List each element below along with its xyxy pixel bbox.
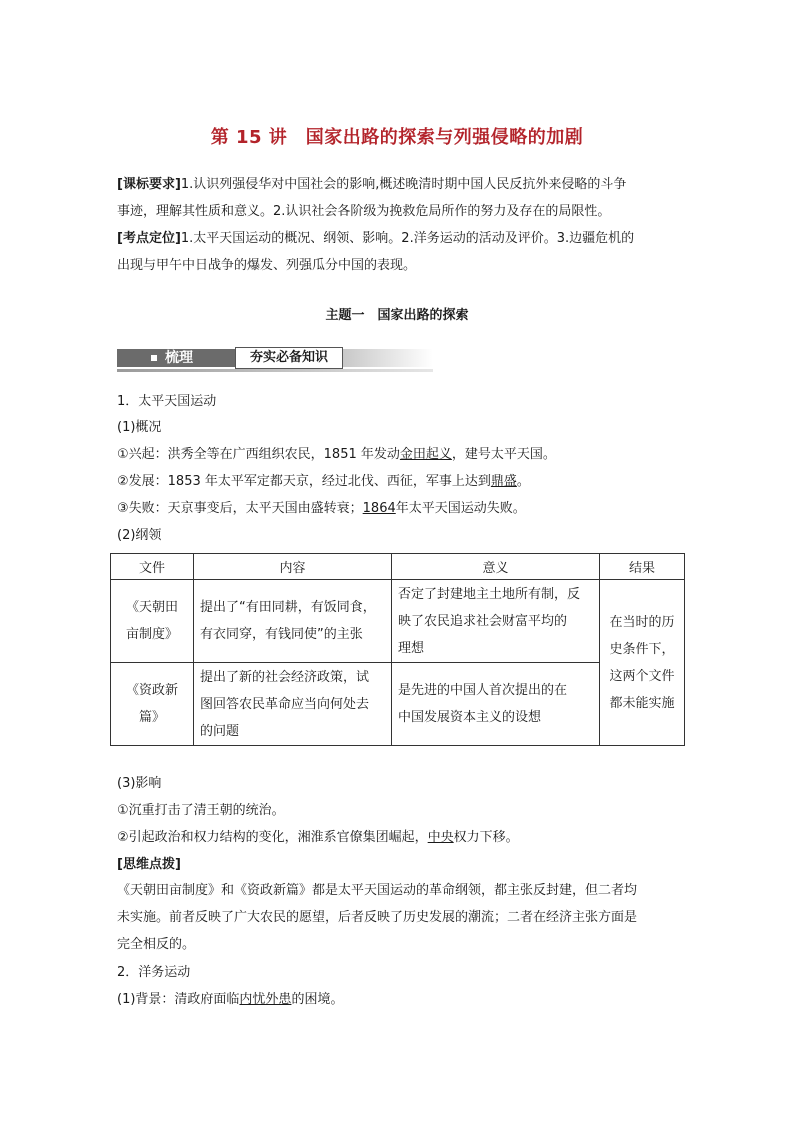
result-cell: 在当时的历 史条件下， 这两个文件 都未能实施 [600, 580, 685, 746]
failure-item: ③失败：天京事变后，太平天国由盛转衰；1864年太平天国运动失败。 [117, 501, 526, 516]
table-header-row [111, 554, 685, 580]
program-table [110, 553, 685, 746]
requirements-label: [课标要求] [117, 177, 181, 192]
square-bullet-icon [151, 355, 157, 361]
positioning-label: [考点定位] [117, 231, 181, 246]
banner-rule [117, 369, 433, 372]
meaning-cell: 否定了封建地主土地所有制，反 映了农民追求社会财富平均的 理想 [392, 580, 600, 663]
requirements-line-1: [课标要求]1.认识列强侵华对中国社会的影响,概述晚清时期中国人民反抗外来侵略的斗争 [117, 177, 627, 192]
positioning-line-1: [考点定位]1.太平天国运动的概况、纲领、影响。2.洋务运动的活动及评价。3.边疆危机的 [117, 231, 635, 246]
section-banner [117, 347, 433, 373]
table-row [111, 580, 685, 663]
doc-cell: 《资政新 篇》 [111, 663, 194, 746]
thinking-paragraph: 《天朝田亩制度》和《资政新篇》都是太平天国运动的革命纲领，都主张反封建，但二者均 未实施。前者反映了广大农民的愿望，后者反映了历史发展的潮流；二者在经济主张方面是 完全相反的。 [117, 883, 638, 952]
underlined-term: 内忧外患 [239, 992, 292, 1007]
table-header: 内容 [194, 554, 392, 580]
table-header: 结果 [600, 554, 685, 580]
exam-positioning [117, 225, 683, 279]
banner-box: 夯实必备知识 [235, 347, 343, 369]
underlined-term: 1864 [362, 501, 396, 516]
doc-cell: 《天朝田 亩制度》 [111, 580, 194, 663]
impact-item-2: ②引起政治和权力结构的变化，湘淮系官僚集团崛起，中央权力下移。 [117, 830, 519, 845]
table-header: 文件 [111, 554, 194, 580]
lecture-title: 第 15 讲 国家出路的探索与列强侵略的加剧 [210, 127, 584, 148]
impact-subheading: (3)影响 [117, 776, 162, 791]
rise-item: ①兴起：洪秀全等在广西组织农民，1851 年发动金田起义，建号太平天国。 [117, 447, 556, 462]
program-subheading: (2)纲领 [117, 528, 162, 543]
section2-heading: 2．洋务运动 [117, 965, 191, 980]
requirements-line-2: 事迹，理解其性质和意义。2.认识社会各阶级为挽救危局所作的努力及存在的局限性。 [117, 204, 611, 219]
impact-item-1: ①沉重打击了清王朝的统治。 [117, 803, 285, 818]
development-item: ②发展：1853 年太平军定都天京，经过北伐、西征，军事上达到鼎盛。 [117, 474, 530, 489]
background-item: (1)背景：清政府面临内忧外患的困境。 [117, 992, 344, 1007]
underlined-term: 金田起义 [399, 447, 452, 462]
overview-subheading: (1)概况 [117, 420, 162, 435]
underlined-term: 鼎盛 [490, 474, 517, 489]
topic-title: 主题一 国家出路的探索 [325, 308, 469, 323]
banner-label: 梳理 [165, 350, 193, 366]
curriculum-requirements [117, 171, 683, 225]
thinking-label: [思维点拨] [117, 857, 181, 872]
meaning-cell: 是先进的中国人首次提出的在 中国发展资本主义的设想 [392, 663, 600, 746]
section1-heading: 1．太平天国运动 [117, 394, 217, 409]
content-cell: 提出了新的社会经济政策，试 图回答农民革命应当向何处去 的问题 [194, 663, 392, 746]
content-cell: 提出了“有田同耕，有饭同食， 有衣同穿，有钱同使”的主张 [194, 580, 392, 663]
table-row [111, 663, 685, 746]
positioning-line-2: 出现与甲午中日战争的爆发、列强瓜分中国的表现。 [117, 258, 417, 273]
table-header: 意义 [392, 554, 600, 580]
underlined-term: 中央 [427, 830, 454, 845]
